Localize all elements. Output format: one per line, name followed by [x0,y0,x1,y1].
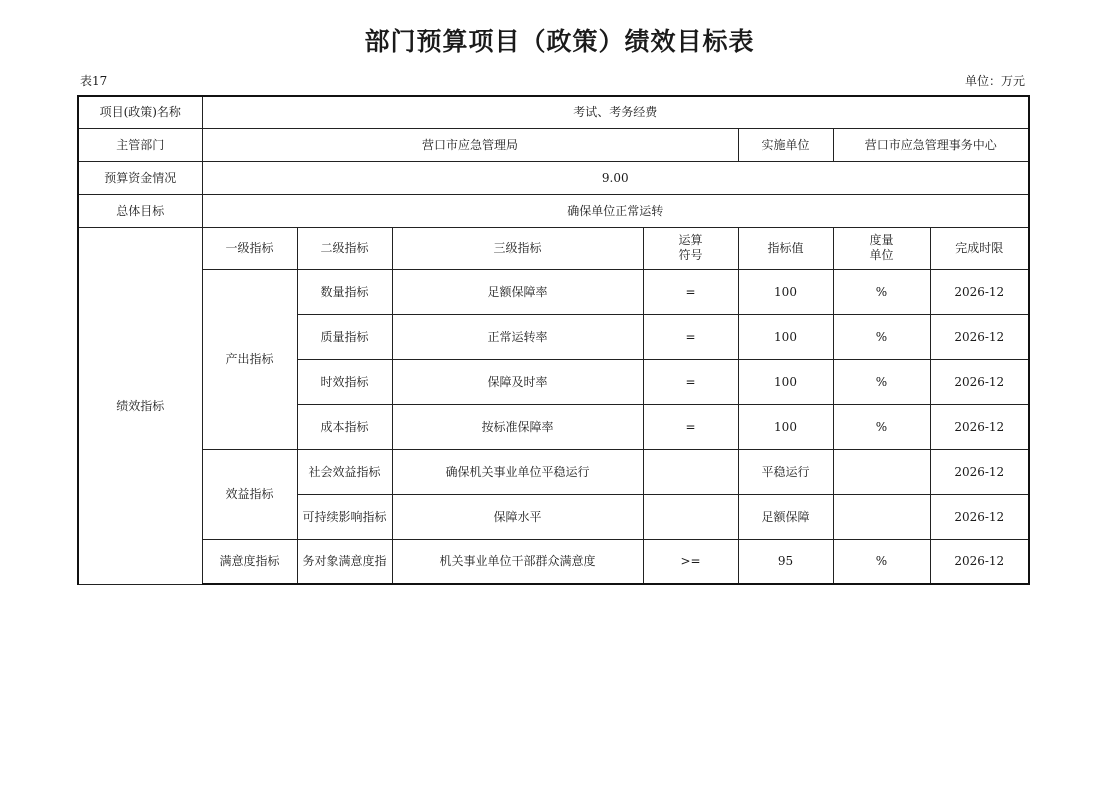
indicator-unit: % [833,269,930,314]
header-unit-line1: 度量 [869,233,894,247]
unit-label: 单位：万元 [964,74,1025,88]
indicator-row [78,269,1029,314]
budget-funds-label: 预算资金情况 [78,161,202,194]
indicator-operator: = [643,269,738,314]
project-name-label: 项目(政策)名称 [78,96,202,128]
budget-funds-value: 9.00 [202,161,1029,194]
table-number: 表17 [80,74,108,88]
indicator-level2: 数量指标 [297,269,392,314]
indicator-level3: 保障水平 [392,494,643,539]
indicator-level3: 足额保障率 [392,269,643,314]
header-operator-line1: 运算 [678,233,703,247]
header-operator-line2: 符号 [678,248,703,262]
indicator-unit: % [833,404,930,449]
indicator-value: 100 [738,359,833,404]
indicator-row [78,539,1029,584]
header-unit-line2: 单位 [869,248,894,262]
indicator-deadline: 2026-12 [930,494,1029,539]
indicator-deadline: 2026-12 [930,449,1029,494]
indicator-deadline: 2026-12 [930,539,1029,584]
indicator-value: 足额保障 [738,494,833,539]
indicator-operator: = [643,359,738,404]
implementing-unit-value: 营口市应急管理事务中心 [833,128,1029,161]
indicator-operator: = [643,314,738,359]
indicator-value: 平稳运行 [738,449,833,494]
overall-goal-value: 确保单位正常运转 [202,194,1029,227]
indicator-value: 95 [738,539,833,584]
header-level3: 三级指标 [392,227,643,269]
indicator-unit [833,449,930,494]
header-unit [833,227,930,269]
indicator-value: 100 [738,314,833,359]
header-operator [643,227,738,269]
indicator-unit: % [833,359,930,404]
indicator-value: 100 [738,404,833,449]
project-name-value: 考试、考务经费 [202,96,1029,128]
indicator-row [78,449,1029,494]
indicator-unit: % [833,539,930,584]
department-label: 主管部门 [78,128,202,161]
indicator-value: 100 [738,269,833,314]
performance-indicators-label: 绩效指标 [78,227,202,584]
indicator-operator: = [643,404,738,449]
group-benefit-label: 效益指标 [202,449,297,539]
header-value: 指标值 [738,227,833,269]
document-title: 部门预算项目（政策）绩效目标表 [364,27,755,56]
indicator-level2: 时效指标 [297,359,392,404]
indicator-level3: 正常运转率 [392,314,643,359]
header-level2: 二级指标 [297,227,392,269]
performance-goal-table [77,95,1030,585]
indicator-deadline: 2026-12 [930,269,1029,314]
project-name-row [78,96,1029,128]
implementing-unit-label: 实施单位 [738,128,833,161]
overall-goal-row [78,194,1029,227]
indicator-header-row [78,227,1029,269]
header-level1: 一级指标 [202,227,297,269]
indicator-level2: 可持续影响指标 [297,494,392,539]
department-row [78,128,1029,161]
indicator-deadline: 2026-12 [930,314,1029,359]
indicator-level3: 按标准保障率 [392,404,643,449]
indicator-level2: 社会效益指标 [297,449,392,494]
indicator-level2: 质量指标 [297,314,392,359]
department-value: 营口市应急管理局 [202,128,738,161]
indicator-unit: % [833,314,930,359]
indicator-level3: 确保机关事业单位平稳运行 [392,449,643,494]
budget-funds-row [78,161,1029,194]
indicator-operator: >= [643,539,738,584]
indicator-deadline: 2026-12 [930,359,1029,404]
header-deadline: 完成时限 [930,227,1029,269]
indicator-unit [833,494,930,539]
indicator-level3: 机关事业单位干部群众满意度 [392,539,643,584]
overall-goal-label: 总体目标 [78,194,202,227]
group-satisfaction-label: 满意度指标 [202,539,297,584]
group-output-label: 产出指标 [202,269,297,449]
indicator-deadline: 2026-12 [930,404,1029,449]
indicator-level2: 务对象满意度指 [297,539,392,584]
indicator-level2: 成本指标 [297,404,392,449]
indicator-operator [643,449,738,494]
indicator-level3: 保障及时率 [392,359,643,404]
indicator-operator [643,494,738,539]
